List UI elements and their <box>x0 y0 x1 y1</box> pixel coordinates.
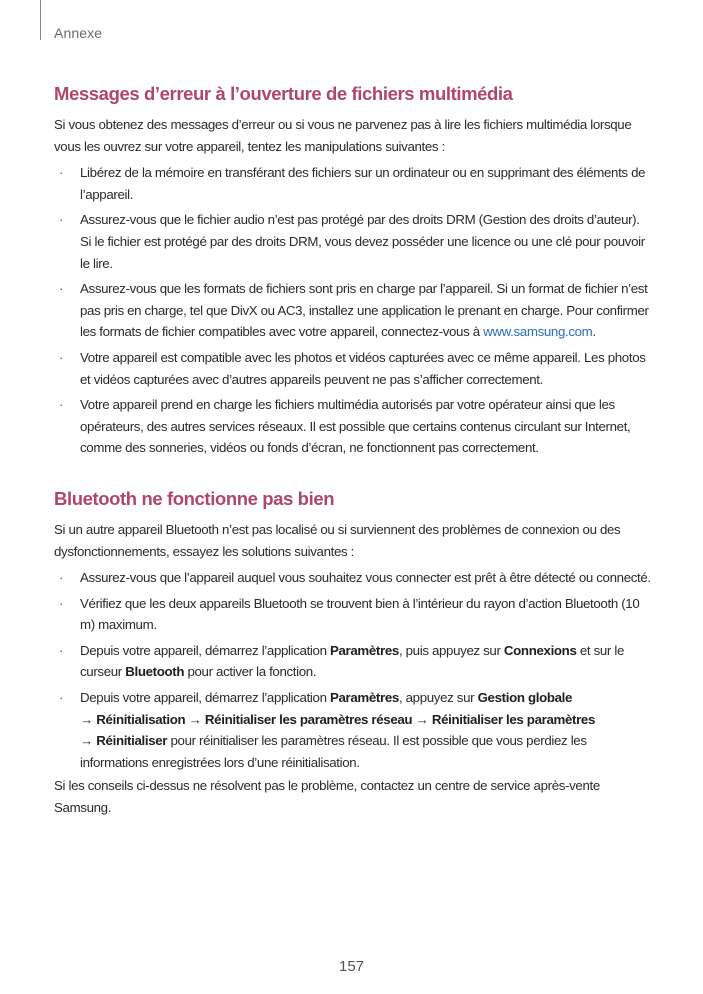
bullet-icon: · <box>59 570 64 586</box>
section-outro: Si les conseils ci-dessus ne résolvent pas le problème, contactez un centre de service après-vente Samsung. <box>54 778 600 816</box>
arrow-icon: → <box>80 733 97 749</box>
list-item: · Assurez-vous que l’appareil auquel vous souhaitez vous connecter est prêt à être détecté ou connecté. <box>54 567 654 589</box>
ui-term: Réinitialiser les paramètres réseau <box>204 711 413 727</box>
list-item: · Assurez-vous que les formats de fichiers sont pris en charge par l’appareil. Si un format de fichier n’est pas pris en charge, tel que DivX ou AC3, installez une application le prenant en charge. Pour confirmer les formats de fichier compatibles avec votre appareil, connectez-vous à www.samsung.com. <box>54 278 654 343</box>
page-number: 157 <box>338 958 365 975</box>
ui-term: Paramètres <box>329 642 399 658</box>
section-intro: Si vous obtenez des messages d’erreur ou si vous ne parvenez pas à lire les fichiers multimédia lorsque vous les ouvrez sur votre appareil, tentez les manipulations suivantes : <box>54 117 632 154</box>
list-item: · Votre appareil prend en charge les fichiers multimédia autorisés par votre opérateur ainsi que les opérateurs, des autres services réseaux. Il est possible que certains contenus circulant sur Internet, comme des sonneries, vidéos ou fonds d’écran, ne fonctionnent pas correctement. <box>54 394 654 459</box>
bullet-icon: · <box>59 397 64 413</box>
page-content <box>54 80 654 819</box>
list-item: · Assurez-vous que le fichier audio n’est pas protégé par des droits DRM (Gestion des droits d’auteur). Si le fichier est protégé par des droits DRM, vous devez posséder une licence ou une clé pour pouvoir le lire. <box>54 209 654 274</box>
arrow-icon: → <box>185 711 205 727</box>
samsung-link[interactable]: www.samsung.com <box>483 324 593 340</box>
list-item: · Depuis votre appareil, démarrez l’application Paramètres, appuyez sur Gestion globale → Réinitialisation → Réinitialiser les paramètres réseau → Réinitialiser les paramètres → Réinitialiser pour réinitialiser les paramètres réseau. Il est possible que vous perdiez les informations enregistrées lors d’une réinitialisation. <box>54 687 654 773</box>
bullet-list <box>54 567 654 773</box>
section-media-errors <box>54 80 654 459</box>
arrow-icon: → <box>80 711 97 727</box>
bullet-icon: · <box>59 595 64 611</box>
ui-term: Connexions <box>503 642 577 658</box>
ui-term: Réinitialiser les paramètres <box>431 711 595 727</box>
ui-term: Réinitialisation <box>96 711 186 727</box>
bullet-icon: · <box>59 642 64 658</box>
header-rule <box>40 0 41 40</box>
list-item: · Depuis votre appareil, démarrez l’application Paramètres, puis appuyez sur Connexions et sur le curseur Bluetooth pour activer la fonction. <box>54 640 654 683</box>
ui-term: Bluetooth <box>125 664 185 680</box>
bullet-icon: · <box>59 349 64 365</box>
list-item: · Libérez de la mémoire en transférant des fichiers sur un ordinateur ou en supprimant des éléments de l’appareil. <box>54 162 654 205</box>
ui-term: Gestion globale <box>477 690 573 706</box>
section-title: Messages d’erreur à l’ouverture de fichiers multimédia <box>54 83 513 104</box>
bullet-icon: · <box>59 165 64 181</box>
ui-term: Paramètres <box>329 690 399 706</box>
arrow-icon: → <box>412 711 432 727</box>
list-item: · Vérifiez que les deux appareils Bluetooth se trouvent bien à l’intérieur du rayon d’action Bluetooth (10 m) maximum. <box>54 593 654 636</box>
bullet-list <box>54 162 654 459</box>
section-intro: Si un autre appareil Bluetooth n’est pas localisé ou si surviennent des problèmes de connexion ou des dysfonctionnements, essayez les solutions suivantes : <box>54 521 621 559</box>
ui-term: Réinitialiser <box>96 733 168 749</box>
bullet-icon: · <box>59 690 64 706</box>
bullet-icon: · <box>59 281 64 297</box>
section-title: Bluetooth ne fonctionne pas bien <box>54 487 335 509</box>
list-item: · Votre appareil est compatible avec les photos et vidéos capturées avec ce même appareil. Les photos et vidéos capturées avec d’autres appareils peuvent ne pas s’afficher correctement. <box>54 347 654 390</box>
section-bluetooth <box>54 485 654 819</box>
section-header: Annexe <box>54 25 103 41</box>
bullet-icon: · <box>59 212 64 228</box>
